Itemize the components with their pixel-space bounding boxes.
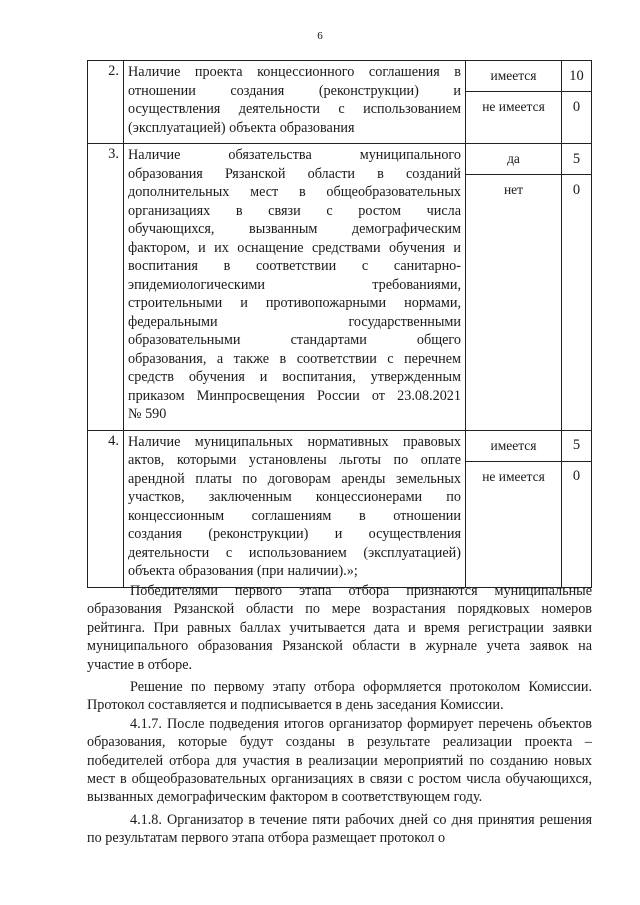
option-label: нет [503, 182, 524, 197]
row-number: 3. [88, 144, 124, 431]
criterion-line: арендной платы по договорам аренды земельных [128, 470, 461, 487]
criterion-line: обучающихся, вызванным демографическим [128, 221, 461, 237]
option-label: не имеется [482, 99, 545, 114]
criterion-line: строительными и противопожарными нормами, [128, 295, 461, 311]
criterion-line: образования Рязанской области в созданий [128, 165, 461, 182]
option-cell [466, 430, 562, 587]
criteria-table [87, 60, 592, 588]
criterion-line: Наличие обязательства муниципального [128, 147, 461, 163]
option-score: 5 [562, 431, 591, 462]
paragraph-4-1-7: 4.1.7. После подведения итогов организатор формирует перечень объектов образования, которые будут созданы в результате реализации проекта – победителей отбора для участия в реализации мероприятий по созданию новых мест в общеобразовательных организациях в связи с ростом числа обучающихся, вызванных демографическим фактором в соответствующем году. [87, 715, 592, 806]
score-cell [562, 430, 592, 587]
criterion-line: образовательными стандартами общего [128, 332, 461, 348]
criterion-line: Наличие проекта концессионного соглашения в [128, 64, 461, 80]
criterion-line: создания (реконструкции) и осуществления [128, 526, 461, 542]
criterion-line: средств обучения и воспитания, утвержденным [128, 369, 461, 385]
criterion-line: образования, а также в соответствии с перечнем [128, 350, 461, 367]
criterion-line: отношении создания (реконструкции) и [128, 82, 461, 99]
criterion-line: участков, заключенным концессионерами по [128, 489, 461, 505]
criterion-line: концессионным соглашениям в отношении [128, 507, 461, 524]
option-label: имеется [466, 431, 561, 462]
option-score: 0 [572, 98, 581, 115]
option-label: да [466, 144, 561, 175]
criterion-line: объекта образования (при наличии).»; [128, 563, 358, 579]
paragraph-winners: Победителями первого этапа отбора признаются муниципальные образования Рязанской области по мере возрастания порядковых номеров рейтинга. При равных баллах учитывается дата и время регистрации заявки муниципального образования Рязанской области в журнале учета заявок на участие в отборе. [87, 583, 592, 673]
option-label: имеется [466, 61, 561, 92]
criterion-line: воспитания в соответствии с санитарно- [128, 258, 461, 274]
criterion-line: актов, которыми установлены льготы по оплате [128, 452, 461, 468]
page-number: 6 [317, 30, 323, 42]
criterion-line: приказом Минпросвещения России от 23.08.2021 [128, 387, 461, 404]
criterion-line: деятельности с использованием (эксплуатацией) [128, 544, 461, 561]
criterion-line: (эксплуатацией) объекта образования [128, 119, 355, 136]
option-score: 10 [562, 61, 591, 92]
table-row [88, 430, 592, 587]
option-cell [466, 144, 562, 431]
score-cell [562, 144, 592, 431]
table-row [88, 144, 592, 431]
table-row [88, 61, 592, 144]
option-cell [466, 61, 562, 144]
criterion-line: организациях в связи с ростом числа [128, 202, 461, 219]
criterion-description [124, 430, 466, 587]
criterion-line: фактором, и их оснащение средствами обучения и [128, 239, 461, 256]
option-score: 5 [562, 144, 591, 175]
score-cell [562, 61, 592, 144]
criterion-line: дополнительных мест в общеобразовательных [128, 184, 461, 200]
criterion-line: федеральными государственными [128, 313, 461, 330]
option-score: 0 [572, 468, 581, 484]
criterion-description [124, 144, 466, 431]
paragraph-4-1-8: 4.1.8. Организатор в течение пяти рабочих дней со дня принятия решения по результатам первого этапа отбора размещает протокол о [87, 811, 592, 847]
option-label: не имеется [482, 468, 545, 484]
criterion-line: осуществления деятельности с использованием [128, 101, 461, 117]
option-score: 0 [572, 181, 581, 198]
paragraph-decision: Решение по первому этапу отбора оформляется протоколом Комиссии. Протокол составляется и подписывается в день заседания Комиссии. [87, 679, 592, 714]
criterion-line: № 590 [128, 406, 167, 422]
criterion-description [124, 61, 466, 144]
criterion-line: Наличие муниципальных нормативных правовых [128, 433, 461, 450]
row-number: 2. [88, 61, 124, 144]
body-text [87, 582, 592, 848]
criterion-line: эпидемиологическими требованиями, [128, 276, 461, 293]
row-number: 4. [88, 430, 124, 587]
